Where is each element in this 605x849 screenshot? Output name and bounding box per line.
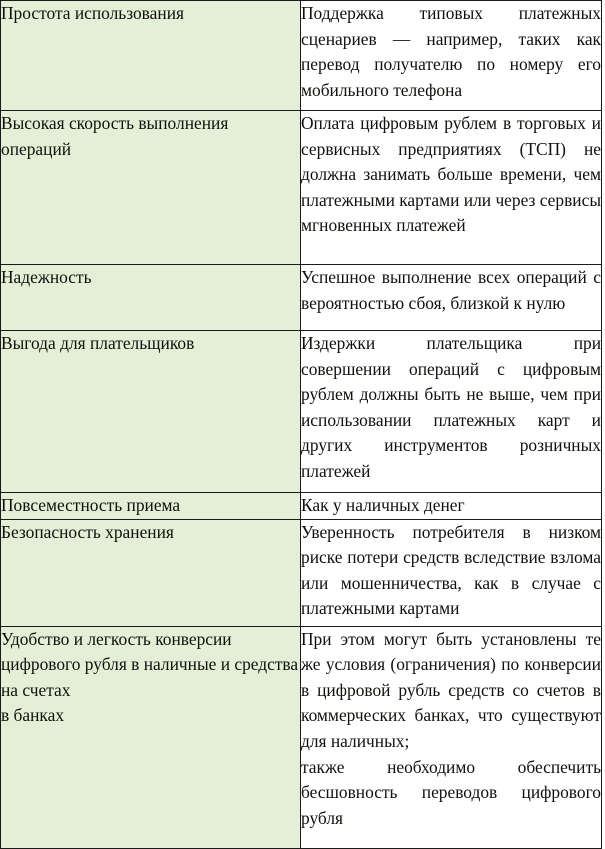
description-cell bbox=[301, 111, 602, 265]
criteria-text: Выгода для плательщиков bbox=[1, 333, 195, 353]
criteria-text: Повсеместность приема bbox=[1, 495, 181, 515]
criteria-cell bbox=[1, 331, 301, 493]
description-text: Поддержка типовых платежных сценариев — например, таких как перевод получателю по номеру его мобильного телефона bbox=[301, 3, 601, 100]
criteria-cell bbox=[1, 519, 301, 626]
table-row bbox=[1, 111, 602, 265]
description-cell bbox=[301, 626, 602, 848]
description-cell bbox=[301, 265, 602, 331]
description-cell bbox=[301, 519, 602, 626]
description-text: Уверенность потребителя в низком риске потери средств вследствие взлома или мошенничества, как в случае с платежными картами bbox=[301, 521, 601, 619]
criteria-cell bbox=[1, 493, 301, 520]
criteria-cell bbox=[1, 626, 301, 848]
paragraph: Удобство и легкость конверсии цифрового рубля в наличные и средства на счетах bbox=[1, 628, 299, 700]
criteria-cell bbox=[1, 111, 301, 265]
description-text: Оплата цифровым рублем в торговых и сервисных предприятиях (ТСП) не должна занимать больше времени, чем платежными картами или через сервисы мгновенных платежей bbox=[301, 113, 602, 236]
criteria-text: Высокая скорость выполнения операций bbox=[1, 113, 229, 159]
description-text: Как у наличных денег bbox=[301, 495, 465, 515]
criteria-text: Безопасность хранения bbox=[1, 521, 174, 542]
description-cell bbox=[301, 331, 602, 493]
table-row bbox=[1, 331, 602, 493]
description-cell bbox=[301, 493, 602, 520]
criteria-text: Надежность bbox=[1, 267, 92, 287]
paragraph: в банках bbox=[1, 705, 65, 726]
description-cell bbox=[301, 1, 602, 111]
criteria-text bbox=[1, 627, 300, 729]
paragraph: также необходимо обеспечить бесшовность переводов цифрового рубля bbox=[301, 756, 601, 828]
criteria-text: Простота использования bbox=[1, 3, 185, 23]
table-row bbox=[1, 519, 602, 626]
criteria-cell bbox=[1, 265, 301, 331]
table-row bbox=[1, 265, 602, 331]
description-text: Издержки плательщика при совершении операций с цифровым рублем должны быть не выше, чем при использовании платежных карт и других инструментов розничных платежей bbox=[301, 333, 601, 481]
description-text: Успешное выполнение всех операций с вероятностью сбоя, близкой к нулю bbox=[301, 267, 601, 313]
table-row bbox=[1, 493, 602, 520]
table-row bbox=[1, 626, 602, 848]
table-row bbox=[1, 1, 602, 111]
description-text bbox=[301, 627, 601, 832]
paragraph: При этом могут быть установлены те же условия (ограничения) по конверсии в цифровой рубль средств со счетов в коммерческих банках, что существуют для наличных; bbox=[301, 628, 601, 751]
table-body bbox=[1, 1, 602, 849]
criteria-cell bbox=[1, 1, 301, 111]
